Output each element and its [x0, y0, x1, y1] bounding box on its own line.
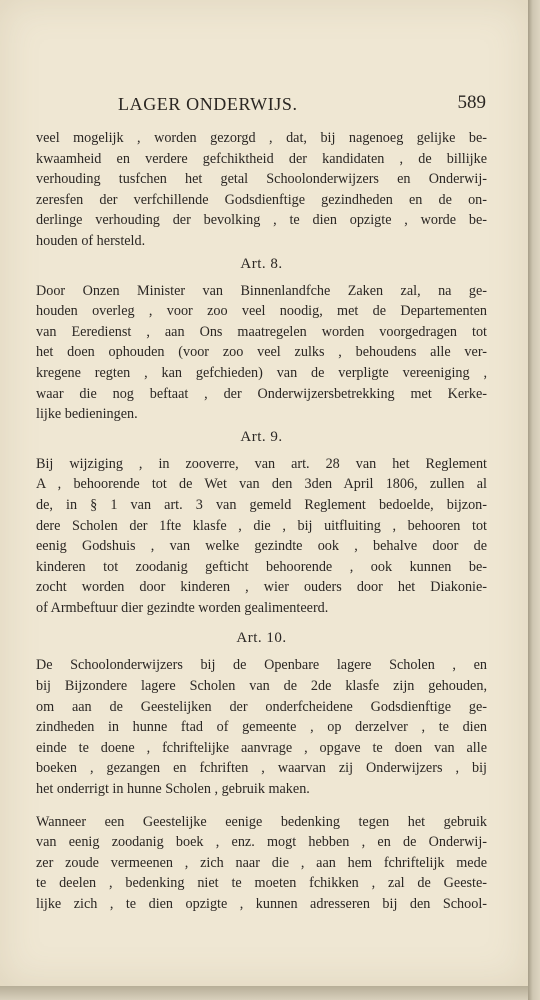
text-line: kinderen tot zoodanig gefticht behoorende , ook kunnen be- — [36, 558, 487, 575]
text-line: Door Onzen Minister van Binnenlandfche Zaken zal, na ge- — [36, 282, 487, 299]
text-line: of Armbeftuur dier gezindte worden gealimenteerd. — [36, 599, 329, 616]
text-line: Bij wijziging , in zooverre, van art. 28 van het Reglement — [36, 455, 487, 472]
article-9-heading: Art. 9. — [240, 428, 283, 445]
article-10-heading: Art. 10. — [236, 630, 287, 647]
body-text — [36, 128, 487, 915]
text-line: kregene regten , kan gefchieden) van de verpligte vereeniging , — [36, 364, 487, 381]
text-line: zer zoude vermeenen , zich naar die , aan hem fchriftelijk mede — [36, 854, 487, 871]
text-line: De Schoolonderwijzers bij de Openbare lagere Scholen , en — [36, 657, 487, 674]
text-line: zindheden in hunne ftad of gemeente , op derzelver , te dien — [36, 719, 487, 736]
text-line: houden overleg , voor zoo veel noodig, met de Departementen — [36, 303, 487, 320]
text-line: A , behoorende tot de Wet van den 3den April 1806, zullen al — [36, 476, 487, 493]
text-line: het doen ophouden (voor zoo veel zulks , behoudens alle ver- — [36, 344, 487, 361]
page-edge-right — [528, 0, 540, 1000]
text-line: kwaamheid en verdere gefchiktheid der kandidaten , de billijke — [36, 150, 487, 167]
text-line: houden of hersteld. — [36, 232, 146, 249]
paragraph-3 — [36, 454, 487, 619]
text-line: derlinge verhouding der bevolking , te dien opzigte , worde be- — [36, 212, 487, 229]
article-8-heading: Art. 8. — [240, 255, 283, 272]
text-line: om aan de Geestelijken der onderfcheidene Godsdienftige ge- — [36, 698, 487, 715]
text-line: Wanneer een Geestelijke eenige bedenking tegen het gebruik — [36, 813, 487, 830]
text-line: zocht worden door kinderen , wier ouders door het Diakonie- — [36, 579, 487, 596]
text-line: dere Scholen der 1fte klasfe , die , bij uitfluiting , behooren tot — [36, 517, 487, 534]
text-line: zeresfen der verfchillende Godsdienftige gezindheden en de on- — [36, 191, 487, 208]
page-edge-bottom — [0, 986, 528, 1000]
paragraph-1 — [36, 128, 487, 252]
text-line: te deelen , bedenking niet te moeten fchikken , zal de Geeste- — [36, 875, 487, 892]
text-line: de, in § 1 van art. 3 van gemeld Reglement bedoelde, bijzon- — [36, 496, 487, 513]
text-line: van Eeredienst , aan Ons maatregelen worden voorgedragen tot — [36, 323, 487, 340]
text-line: lijke zich , te dien opzigte , kunnen adresseren bij den School- — [36, 896, 487, 912]
text-line: waar die nog beftaat , der Onderwijzersbetrekking met Kerke- — [36, 385, 487, 402]
running-title: LAGER ONDERWIJS. — [118, 94, 298, 114]
text-line: boeken , gezangen en fchriften , waarvan zij Onderwijzers , bij — [36, 760, 487, 777]
paragraph-2 — [36, 281, 487, 425]
paragraph-5 — [36, 812, 487, 915]
text-line: veel mogelijk , worden gezorgd , dat, bij nagenoeg gelijke be- — [36, 130, 487, 146]
page-number: 589 — [457, 92, 486, 113]
page-header — [36, 90, 486, 120]
text-line: einde te doene , fchriftelijke aanvrage , opgave te doen van alle — [36, 739, 487, 756]
text-line: verhouding tusfchen het getal Schoolonderwijzers en Onderwij- — [36, 171, 487, 188]
text-line: eenig Godshuis , van welke gezindte ook , behalve door de — [36, 538, 487, 555]
text-line: bij Bijzondere lagere Scholen van de 2de klasfe zijn gehouden, — [36, 678, 487, 695]
paragraph-4 — [36, 655, 487, 799]
text-line: van eenig zoodanig boek , enz. mogt hebben , en de Onderwij- — [36, 834, 487, 851]
text-line: lijke bedieningen. — [36, 406, 138, 423]
text-line: het onderrigt in hunne Scholen , gebruik maken. — [36, 781, 310, 798]
